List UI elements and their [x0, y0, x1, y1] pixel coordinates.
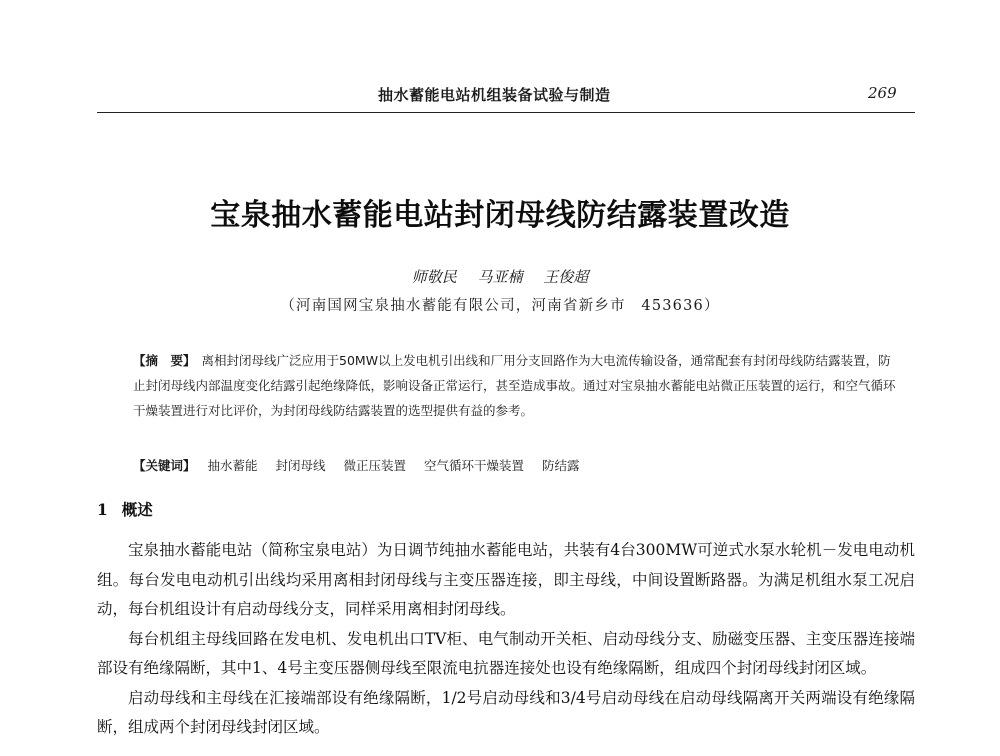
- section-number: 1: [97, 500, 108, 519]
- body-text: [97, 536, 915, 743]
- section-title: 概述: [121, 500, 153, 519]
- affiliation: （河南国网宝泉抽水蓄能有限公司，河南省新乡市 453636）: [280, 298, 720, 314]
- keywords: [133, 456, 903, 474]
- keywords-label: 【关键词】: [133, 458, 196, 473]
- paragraph: 宝泉抽水蓄能电站（简称宝泉电站）为日调节纯抽水蓄能电站，共装有4台300MW可逆式水泵水轮机－发电电动机组。每台发电电动机引出线均采用离相封闭母线与主变压器连接，即主母线，中间设置断路器。为满足机组水泵工况启动，每台机组设计有启动母线分支，同样采用离相封闭母线。: [97, 541, 915, 618]
- page-number: 269: [868, 84, 897, 102]
- paragraph: 启动母线和主母线在汇接端部设有绝缘隔断，1/2号启动母线和3/4号启动母线在启动母线隔离开关两端设有绝缘隔断，组成两个封闭母线封闭区域。: [97, 688, 915, 736]
- abstract: [133, 348, 903, 423]
- header-rule: [97, 112, 915, 113]
- keyword: 封闭母线: [275, 458, 326, 473]
- keyword: 空气循环干燥装置: [424, 458, 525, 473]
- author: 王俊超: [543, 268, 589, 286]
- abstract-label: 【摘 要】: [133, 353, 196, 368]
- paper-title: 宝泉抽水蓄能电站封闭母线防结露装置改造: [210, 198, 790, 233]
- section-heading: [97, 498, 153, 520]
- running-title: 抽水蓄能电站机组装备试验与制造: [378, 86, 611, 104]
- keyword: 微正压装置: [343, 458, 407, 473]
- running-header: [0, 84, 1000, 108]
- paragraph: 每台机组主母线回路在发电机、发电机出口TV柜、电气制动开关柜、启动母线分支、励磁变压器、主变压器连接端部设有绝缘隔断，其中1、4号主变压器侧母线至限流电抗器连接处也设有绝缘隔断，组成四个封闭母线封闭区域。: [97, 629, 915, 677]
- keyword: 抽水蓄能: [207, 458, 258, 473]
- author-list: [0, 266, 1000, 287]
- keyword: 防结露: [542, 458, 580, 473]
- abstract-text: 离相封闭母线广泛应用于50MW以上发电机引出线和厂用分支回路作为大电流传输设备，通常配套有封闭母线防结露装置，防止封闭母线内部温度变化结露引起绝缘降低，影响设备正常运行，甚至造成事故。通过对宝泉抽水蓄能电站微正压装置的运行，和空气循环干燥装置进行对比评价，为封闭母线防结露装置的选型提供有益的参考。: [133, 353, 896, 418]
- author: 马亚楠: [477, 268, 523, 286]
- author: 师敬民: [411, 268, 457, 286]
